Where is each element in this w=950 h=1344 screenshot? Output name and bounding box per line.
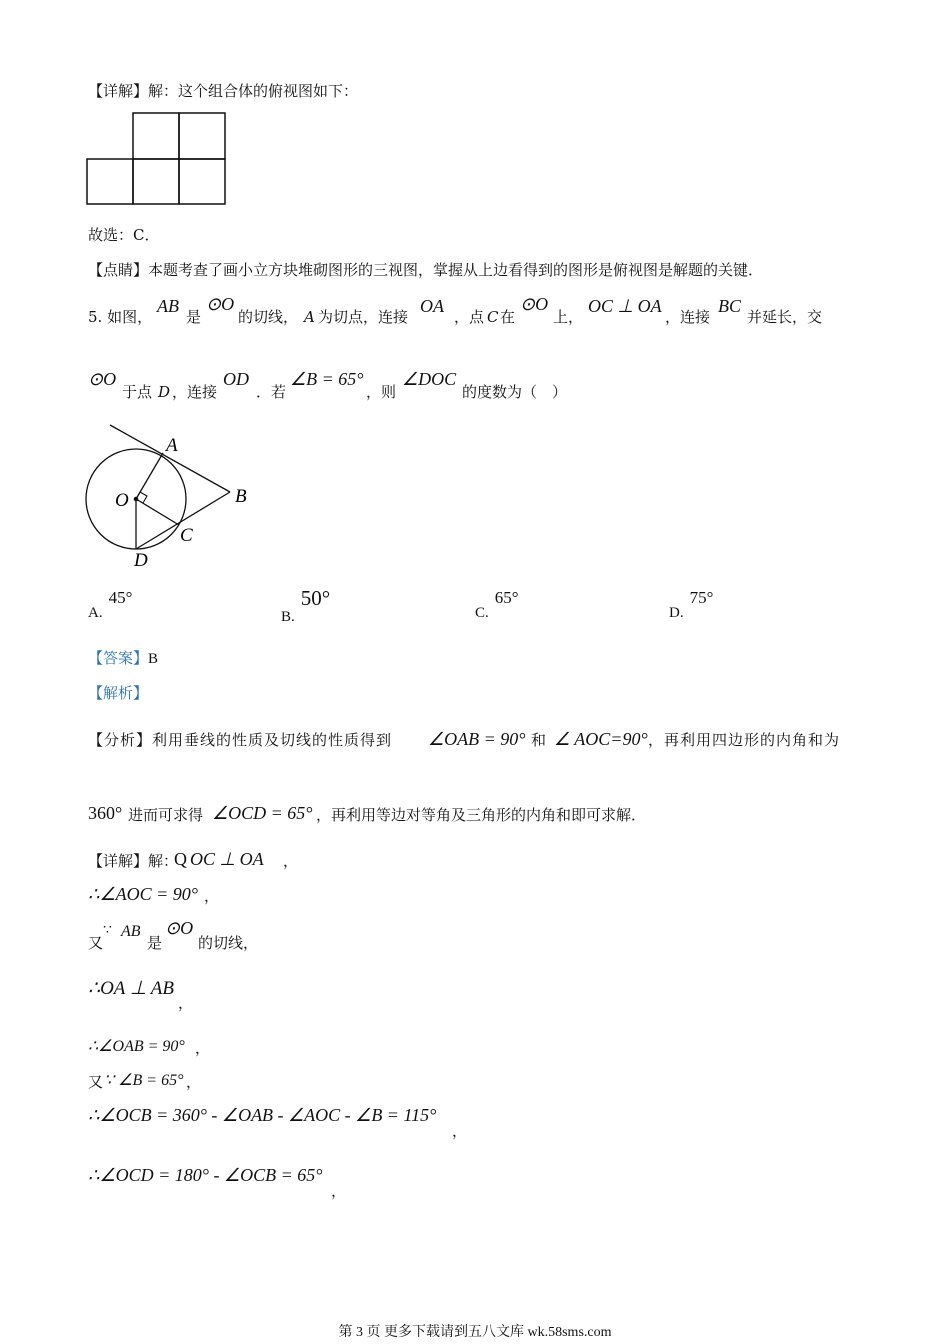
answer-value: B <box>148 651 159 667</box>
top-view-figure <box>86 112 228 206</box>
analysis-line-1 <box>88 731 392 749</box>
analysis-tag: 【解析】 <box>88 684 149 702</box>
option-value: 75° <box>689 588 714 607</box>
solution-l4: ∴OA ⊥ AB <box>88 978 174 999</box>
q5-angle-b: ∠B = 65° <box>290 369 364 389</box>
q5-t8: 于点 <box>122 383 153 401</box>
analysis-e1: ∠OAB = 90° <box>428 729 526 749</box>
q5-t2: 为切点，连接 <box>318 308 409 326</box>
solution-l3-o: ⊙O <box>165 918 194 938</box>
solution-l7: ∴∠OCB = 360° - ∠OAB - ∠AOC - ∠B = 115° <box>88 1105 437 1125</box>
option-value: 50° <box>300 586 331 610</box>
q5-a: A <box>304 308 315 326</box>
solution-l4-end: ， <box>178 994 194 1012</box>
analysis-t5: ，再利用等边对等角及三角形的内角和即可求解． <box>316 806 647 824</box>
q5-od: OD <box>223 369 249 389</box>
top-view-cell <box>179 113 225 159</box>
q5-t9: ，连接 <box>172 383 218 401</box>
solution-s1: OC ⊥ OA <box>190 849 264 869</box>
option-a <box>88 588 133 622</box>
q5-odot-o2: ⊙O <box>520 294 549 314</box>
option-letter: D. <box>669 605 684 621</box>
q5-shi: 是 <box>186 308 202 326</box>
q5-t3: ，点 <box>454 308 485 326</box>
solution-l7-end: ， <box>452 1122 468 1140</box>
since-symbol: Q <box>174 849 187 869</box>
solution-l6-end: ， <box>186 1073 202 1091</box>
q5-t10: ．若 <box>256 383 287 401</box>
solution-l3-shi: 是 <box>147 934 163 952</box>
q5-odot-o3: ⊙O <box>88 369 117 389</box>
q5-num: 5. 如图， <box>88 308 153 326</box>
answer-tag: 【答案】 <box>88 649 149 667</box>
answer-line <box>88 649 158 668</box>
label-d: D <box>134 550 148 571</box>
analysis-e3: 360° <box>88 803 123 823</box>
prev-choice: 故选：C． <box>88 226 160 244</box>
top-view-cell <box>133 159 179 204</box>
solution-l8-end: ， <box>331 1182 347 1200</box>
q5-t1: 的切线， <box>238 308 299 326</box>
top-view-cell <box>133 113 179 159</box>
q5-t7: 并延长，交 <box>747 308 823 326</box>
solution-l8: ∴∠OCD = 180° - ∠OCB = 65° <box>88 1165 323 1185</box>
q5-t6: ，连接 <box>665 308 711 326</box>
analysis-e4: ∠OCD = 65° <box>212 803 313 823</box>
analysis-label: 【分析】 <box>88 731 153 749</box>
option-c <box>475 588 519 622</box>
option-letter: C. <box>475 605 489 621</box>
segment-oc <box>136 499 179 525</box>
q5-t5: 上， <box>553 308 584 326</box>
solution-l3-pre: 又 <box>88 934 104 952</box>
option-letter: A. <box>88 605 103 621</box>
solution-l3-ab: AB <box>121 923 141 940</box>
analysis-t3: ，再利用四边形的内角和为 <box>648 731 841 749</box>
option-b <box>281 586 331 627</box>
solution-tag: 【详解】解： <box>88 852 179 870</box>
q5-angle-doc: ∠DOC <box>402 369 457 389</box>
solution-l6: ∵ ∠B = 65° <box>104 1072 184 1089</box>
center-point <box>134 497 139 502</box>
label-o: O <box>115 490 129 511</box>
analysis-t2: 和 <box>531 731 547 749</box>
q5-t4: 在 <box>500 308 516 326</box>
q5-d: D <box>158 383 171 401</box>
page-footer: 第 3 页 更多下载请到五八文库 wk.58sms.com <box>338 1325 612 1340</box>
analysis-t4: 进而可求得 <box>128 806 204 824</box>
option-letter: B. <box>281 609 295 625</box>
analysis-text: 利用垂线的性质及切线的性质得到 <box>152 731 393 749</box>
q5-bc: BC <box>718 296 742 316</box>
option-value: 65° <box>494 588 519 607</box>
q5-odot-o: ⊙O <box>206 294 235 314</box>
top-view-cell <box>87 159 133 204</box>
q5-c: C <box>487 308 499 326</box>
solution-l5-end: ， <box>195 1039 211 1057</box>
circle-tangent-figure <box>80 420 270 576</box>
q5-oc-perp-oa: OC ⊥ OA <box>588 296 662 316</box>
solution-l2-end: ， <box>204 887 220 905</box>
q5-oa: OA <box>420 296 444 316</box>
because-symbol: ∵ <box>103 922 112 938</box>
solution-s1-end: ， <box>283 852 299 870</box>
prev-detail: 【详解】解：这个组合体的俯视图如下： <box>88 82 359 100</box>
option-d <box>669 588 714 622</box>
label-c: C <box>180 525 193 546</box>
q5-t12: 的度数为（ ） <box>462 383 568 401</box>
prev-comment: 【点睛】本题考查了画小立方块堆砌图形的三视图，掌握从上边看得到的图形是俯视图是解题的关键． <box>88 261 764 279</box>
option-value: 45° <box>108 588 133 607</box>
q5-t11: ，则 <box>366 383 397 401</box>
q5-ab: AB <box>157 296 179 316</box>
label-b: B <box>235 486 247 507</box>
analysis-e2: ∠ AOC=90° <box>554 729 648 749</box>
solution-l5: ∴∠OAB = 90° <box>88 1038 185 1055</box>
top-view-cell <box>179 159 225 204</box>
solution-l6-pre: 又 <box>88 1073 104 1091</box>
solution-l3-end: 的切线， <box>198 934 259 952</box>
solution-l2: ∴∠AOC = 90° <box>88 884 198 904</box>
label-a: A <box>166 435 178 456</box>
